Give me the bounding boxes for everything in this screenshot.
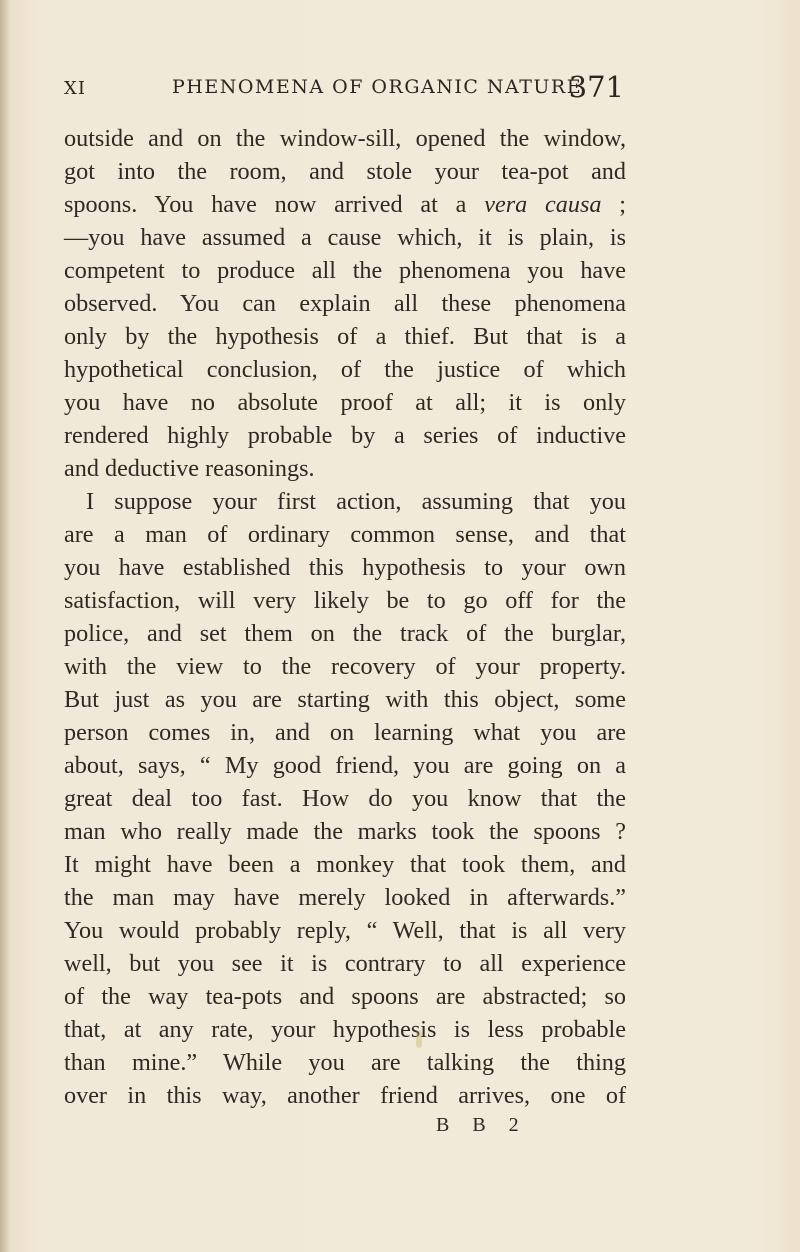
running-title: PHENOMENA OF ORGANIC NATURE <box>172 76 583 98</box>
text-line: rendered highly probable by a series of inductive <box>64 422 626 449</box>
text-line: with the view to the recovery of your property. <box>64 653 626 680</box>
text-line: It might have been a monkey that took them, and <box>64 851 626 878</box>
text-line: you have established this hypothesis to your own <box>64 554 626 581</box>
text-line: that, at any rate, your hypothesis is less probable <box>64 1016 626 1043</box>
text-line: police, and set them on the track of the burglar, <box>64 620 626 647</box>
text-line: You would probably reply, “ Well, that is all very <box>64 917 626 944</box>
body-text <box>64 122 626 1112</box>
text-line: But just as you are starting with this object, some <box>64 686 626 713</box>
chapter-number: XI <box>64 78 86 99</box>
italic-phrase: vera causa <box>484 191 602 218</box>
text-line: and deductive reasonings. <box>64 455 315 482</box>
text-line: the man may have merely looked in afterwards.” <box>64 884 626 911</box>
text-line: than mine.” While you are talking the thing <box>64 1049 626 1076</box>
text-line: over in this way, another friend arrives, one of <box>64 1082 626 1109</box>
text-line: of the way tea-pots and spoons are abstracted; so <box>64 983 626 1010</box>
text-line: hypothetical conclusion, of the justice of which <box>64 356 626 383</box>
text-line: about, says, “ My good friend, you are going on a <box>64 752 626 779</box>
signature-mark: B B 2 <box>436 1114 528 1136</box>
text-line: got into the room, and stole your tea-pot and <box>64 158 626 185</box>
text-line: well, but you see it is contrary to all experience <box>64 950 626 977</box>
text-line: man who really made the marks took the spoons ? <box>64 818 626 845</box>
text-line: are a man of ordinary common sense, and that <box>64 521 626 548</box>
text-line: spoons. You have now arrived at a vera causa ; <box>64 191 626 218</box>
text-line: you have no absolute proof at all; it is only <box>64 389 626 416</box>
text-line: observed. You can explain all these phenomena <box>64 290 626 317</box>
running-header <box>64 72 624 112</box>
text-line: —you have assumed a cause which, it is plain, is <box>64 224 626 251</box>
text-line: satisfaction, will very likely be to go off for the <box>64 587 626 614</box>
text-line: great deal too fast. How do you know that the <box>64 785 626 812</box>
text-line: person comes in, and on learning what you are <box>64 719 626 746</box>
page-number: 371 <box>568 70 624 104</box>
text-line: I suppose your first action, assuming that you <box>86 488 626 515</box>
text-line: outside and on the window-sill, opened the window, <box>64 125 626 152</box>
spine-shadow <box>0 0 10 1252</box>
paper-stain <box>416 1030 422 1048</box>
text-line: only by the hypothesis of a thief. But that is a <box>64 323 626 350</box>
text-line: competent to produce all the phenomena you have <box>64 257 626 284</box>
